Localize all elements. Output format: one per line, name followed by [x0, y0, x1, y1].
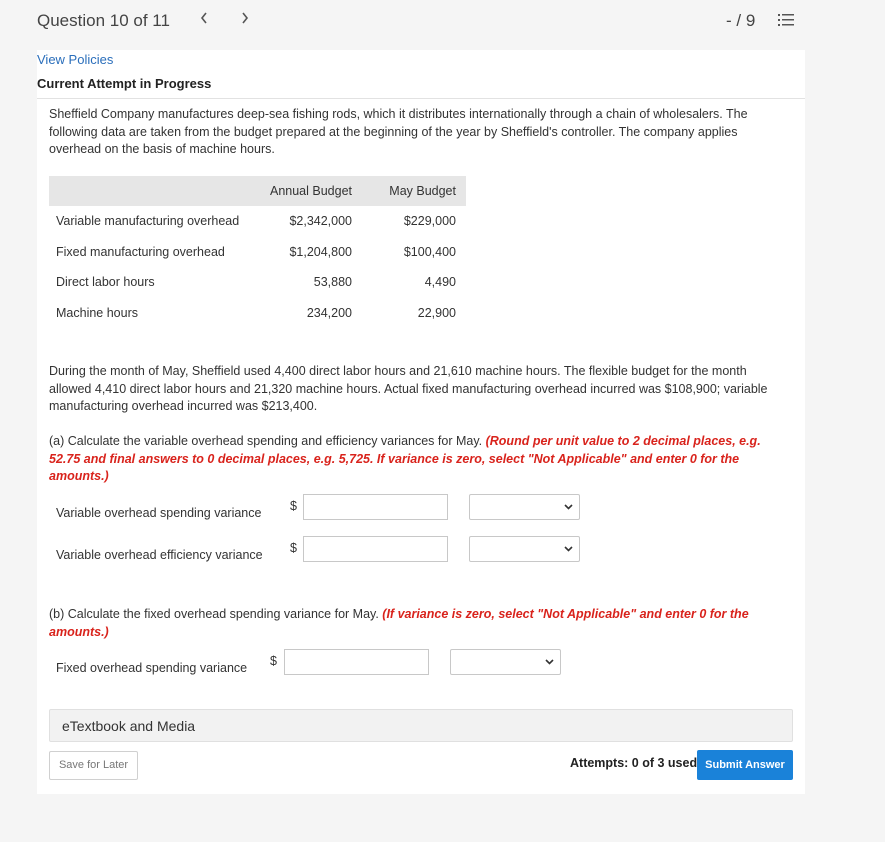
chevron-left-icon[interactable] — [199, 10, 209, 31]
may-value: $229,000 — [403, 214, 456, 229]
variable-spending-amount-input[interactable] — [303, 494, 448, 520]
table-header-row — [49, 176, 466, 206]
row-label: Fixed manufacturing overhead — [56, 244, 225, 259]
budget-table — [49, 176, 466, 328]
row-label: Variable manufacturing overhead — [56, 214, 240, 229]
currency-symbol: $ — [270, 654, 277, 668]
may-value: 22,900 — [417, 305, 456, 320]
attempt-heading: Current Attempt in Progress — [37, 76, 212, 91]
chevron-right-icon[interactable] — [240, 10, 250, 31]
variable-efficiency-label: Variable overhead efficiency variance — [56, 548, 263, 562]
chevron-down-icon — [563, 543, 574, 554]
chevron-down-icon — [563, 501, 574, 512]
fixed-spending-label: Fixed overhead spending variance — [56, 661, 248, 675]
part-b-question: (b) Calculate the fixed overhead spending variance for May. — [49, 607, 379, 621]
table-row — [49, 298, 466, 329]
fixed-spending-select[interactable] — [450, 649, 561, 675]
part-a-prompt — [49, 433, 789, 486]
question-card — [37, 50, 805, 794]
save-for-later-button[interactable]: Save for Later — [49, 751, 138, 780]
etextbook-media-section[interactable] — [49, 709, 793, 742]
annual-value: 53,880 — [313, 275, 352, 290]
variable-spending-select[interactable] — [469, 494, 580, 520]
row-label: Direct labor hours — [56, 275, 155, 290]
table-row — [49, 267, 466, 298]
table-header-may: May Budget — [362, 176, 466, 206]
problem-intro: Sheffield Company manufactures deep-sea fishing rods, which it distributes internationally through a chain of wholesalers. The following data are taken from the budget prepared at the beginning of the year by Sheffield's controller. The company applies overhead on the basis of machine hours. — [49, 107, 748, 156]
may-value: 4,490 — [424, 275, 456, 290]
part-b-prompt — [49, 606, 789, 641]
top-bar — [0, 0, 885, 50]
divider — [37, 98, 805, 99]
table-row — [49, 237, 466, 268]
chevron-down-icon — [544, 656, 555, 667]
view-policies-link[interactable]: View Policies — [37, 52, 114, 67]
question-title: Question 10 of 11 — [37, 11, 170, 30]
list-icon[interactable] — [778, 12, 794, 28]
currency-symbol: $ — [290, 499, 297, 513]
part-a-instruction: (Round per unit value to 2 decimal places, e.g. 52.75 and final answers to 0 decimal places, e.g. 5,725. If variance is zero, select "Not Applicable" and enter 0 for the amounts.) — [49, 434, 761, 483]
row-label: Machine hours — [56, 305, 138, 320]
scenario-text: During the month of May, Sheffield used 4,400 direct labor hours and 21,610 machine hours. The flexible budget for the month allowed 4,410 direct labor hours and 21,320 machine hours. Actual fixed manufacturing overhead incurred was $108,900; variable manufacturing overhead incurred was $213,400. — [49, 364, 768, 413]
variable-efficiency-select[interactable] — [469, 536, 580, 562]
annual-value: $2,342,000 — [289, 214, 352, 229]
submit-answer-button[interactable]: Submit Answer — [697, 750, 793, 780]
may-value: $100,400 — [403, 244, 456, 259]
table-header-blank — [49, 176, 259, 206]
table-row — [49, 206, 466, 237]
annual-value: 234,200 — [306, 305, 352, 320]
etextbook-label: eTextbook and Media — [62, 718, 196, 734]
fixed-spending-amount-input[interactable] — [284, 649, 429, 675]
annual-value: $1,204,800 — [289, 244, 352, 259]
currency-symbol: $ — [290, 541, 297, 555]
variable-spending-label: Variable overhead spending variance — [56, 506, 262, 520]
question-score: - / 9 — [726, 11, 756, 30]
table-header-annual: Annual Budget — [259, 176, 362, 206]
attempts-counter: Attempts: 0 of 3 used — [570, 756, 698, 770]
part-b-instruction: (If variance is zero, select "Not Applicable" and enter 0 for the amounts.) — [49, 607, 749, 639]
variable-efficiency-amount-input[interactable] — [303, 536, 448, 562]
part-a-question: (a) Calculate the variable overhead spending and efficiency variances for May. — [49, 434, 483, 448]
